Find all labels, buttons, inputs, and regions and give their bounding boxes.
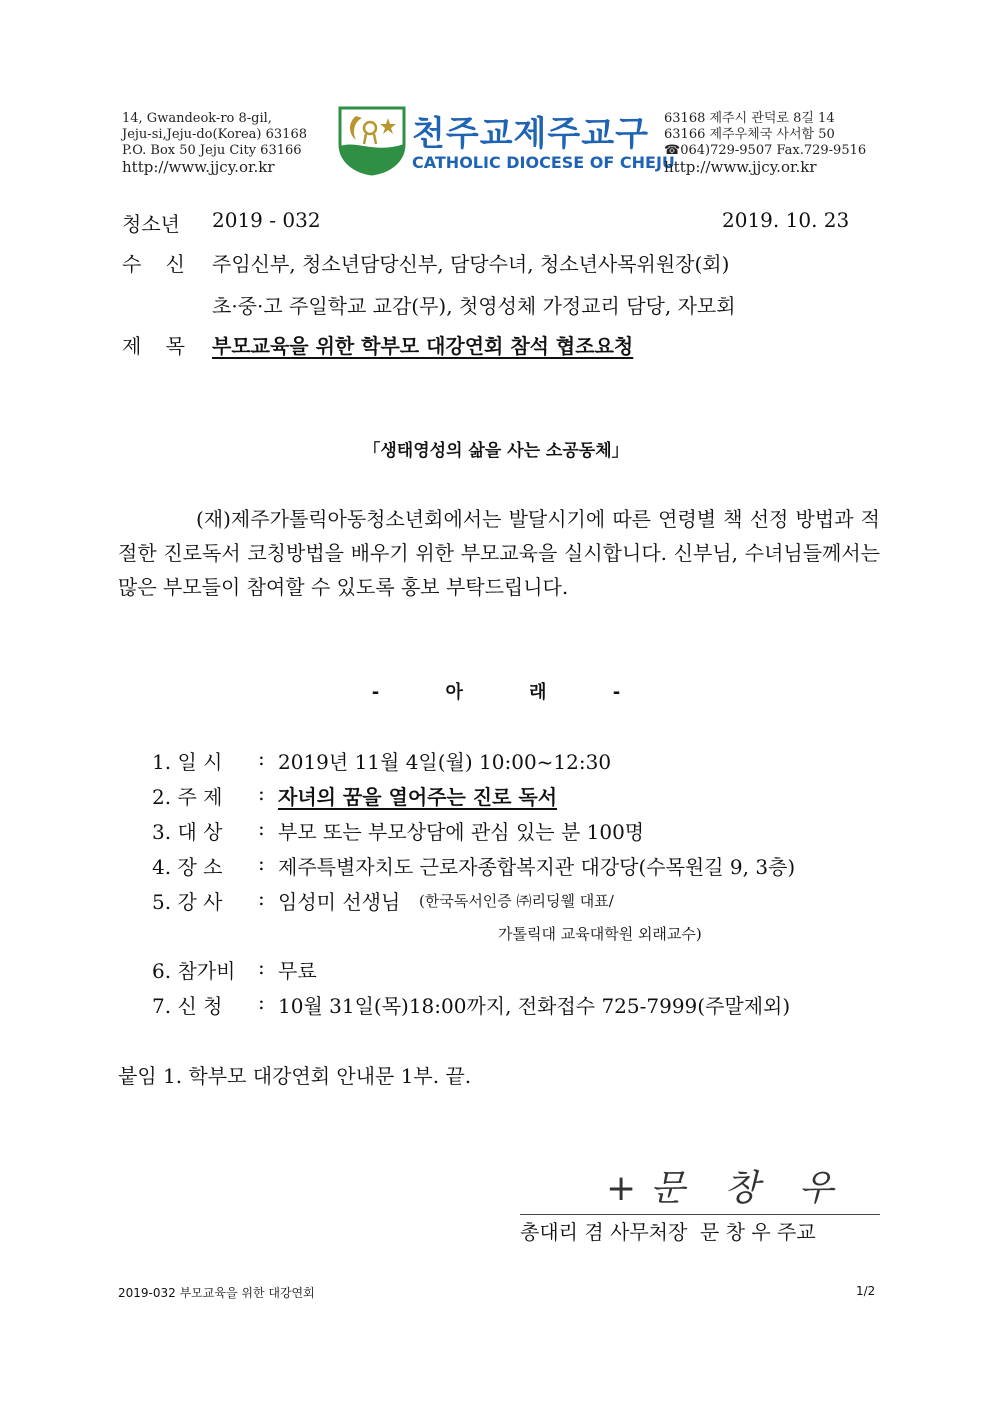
section-title: - 아 래 - bbox=[371, 682, 621, 703]
item-value-registration: 10월 31일(목)18:00까지, 전화접수 725-7999(주말제외) bbox=[278, 994, 791, 1018]
item-colon: : bbox=[258, 955, 265, 979]
address-ko bbox=[664, 111, 866, 175]
item-value-audience: 부모 또는 부모상담에 관심 있는 분 100명 bbox=[278, 820, 645, 844]
item-label-venue: 4. 장 소 bbox=[152, 855, 223, 879]
address-ko-line: 63166 제주우체국 사서함 50 bbox=[664, 127, 835, 142]
attachment-note: 붙임 1. 학부모 대강연회 안내문 1부. 끝. bbox=[118, 1064, 472, 1088]
item-colon: : bbox=[258, 851, 265, 875]
website-link-left[interactable]: http://www.jjcy.or.kr bbox=[122, 158, 275, 176]
item-label-audience: 3. 대 상 bbox=[152, 820, 223, 844]
address-en-line: P.O. Box 50 Jeju City 63166 bbox=[122, 143, 302, 158]
diocese-name-english: CATHOLIC DIOCESE OF CHEJU bbox=[412, 153, 675, 172]
item-colon: : bbox=[258, 886, 265, 910]
item-label-registration: 7. 신 청 bbox=[152, 994, 223, 1018]
page-number: 1/2 bbox=[856, 1284, 876, 1298]
contact-phone-fax: ☎064)729-9507 Fax.729-9516 bbox=[664, 143, 867, 158]
footer-doc-title: 2019-032 부모교육을 위한 대강연회 bbox=[118, 1286, 315, 1300]
item-label-datetime: 1. 일 시 bbox=[152, 750, 223, 774]
diocese-name-korean: 천주교제주교구 bbox=[412, 114, 649, 154]
website-link-right[interactable]: http://www.jjcy.or.kr bbox=[664, 158, 817, 176]
address-en bbox=[122, 111, 307, 175]
item-value-fee: 무료 bbox=[278, 959, 317, 983]
subject-title: 부모교육을 위한 학부모 대강연회 참석 협조요청 bbox=[212, 334, 634, 358]
signatory-title: 총대리 겸 사무처장 문 창 우 주교 bbox=[520, 1220, 816, 1244]
address-en-line: 14, Gwandeok-ro 8-gil, bbox=[122, 111, 272, 126]
item-value-venue: 제주특별자치도 근로자종합복지관 대강당(수목원길 9, 3층) bbox=[278, 855, 796, 879]
motto: 「생태영성의 삶을 사는 소공동체」 bbox=[363, 441, 629, 461]
item-colon: : bbox=[258, 990, 265, 1014]
handwritten-signature: +문 창 우 bbox=[606, 1168, 848, 1209]
diocese-emblem-icon bbox=[336, 104, 408, 176]
address-en-line: Jeju-si,Jeju-do(Korea) 63168 bbox=[122, 127, 307, 142]
address-ko-line: 63168 제주시 관덕로 8길 14 bbox=[664, 111, 835, 126]
item-value-topic: 자녀의 꿈을 열어주는 진로 독서 bbox=[278, 785, 558, 809]
speaker-note-1: (한국독서인증 ㈜리딩웰 대표/ bbox=[419, 892, 614, 910]
doc-date: 2019. 10. 23 bbox=[722, 208, 850, 232]
item-colon: : bbox=[258, 816, 265, 840]
doc-label: 청소년 bbox=[122, 212, 180, 236]
item-label-speaker: 5. 강 사 bbox=[152, 890, 223, 914]
item-colon: : bbox=[258, 781, 265, 805]
item-label-topic: 2. 주 제 bbox=[152, 785, 223, 809]
recipients-line-2: 초·중·고 주일학교 교감(무), 첫영성체 가정교리 담당, 자모회 bbox=[212, 294, 736, 318]
body-paragraph: (재)제주가톨릭아동청소년회에서는 발달시기에 따른 연령별 책 선정 방법과 적절한 진로독서 코칭방법을 배우기 위한 부모교육을 실시합니다. 신부님, 수녀님들께서는 많은 부모들이 참여할 수 있도록 홍보 부탁드립니다. bbox=[118, 507, 880, 599]
item-colon: : bbox=[258, 746, 265, 770]
item-value-speaker: 임성미 선생님 bbox=[278, 890, 401, 914]
subject-label: 제 목 bbox=[122, 334, 185, 358]
recipients-line-1: 주임신부, 청소년담당신부, 담당수녀, 청소년사목위원장(회) bbox=[212, 252, 730, 276]
recipient-label: 수 신 bbox=[122, 252, 185, 276]
item-value-datetime: 2019년 11월 4일(월) 10:00~12:30 bbox=[278, 750, 612, 774]
item-label-fee: 6. 참가비 bbox=[152, 959, 236, 983]
signature-line bbox=[520, 1214, 880, 1215]
doc-number: 2019 - 032 bbox=[212, 208, 321, 232]
speaker-note-2: 가톨릭대 교육대학원 외래교수) bbox=[498, 925, 702, 943]
